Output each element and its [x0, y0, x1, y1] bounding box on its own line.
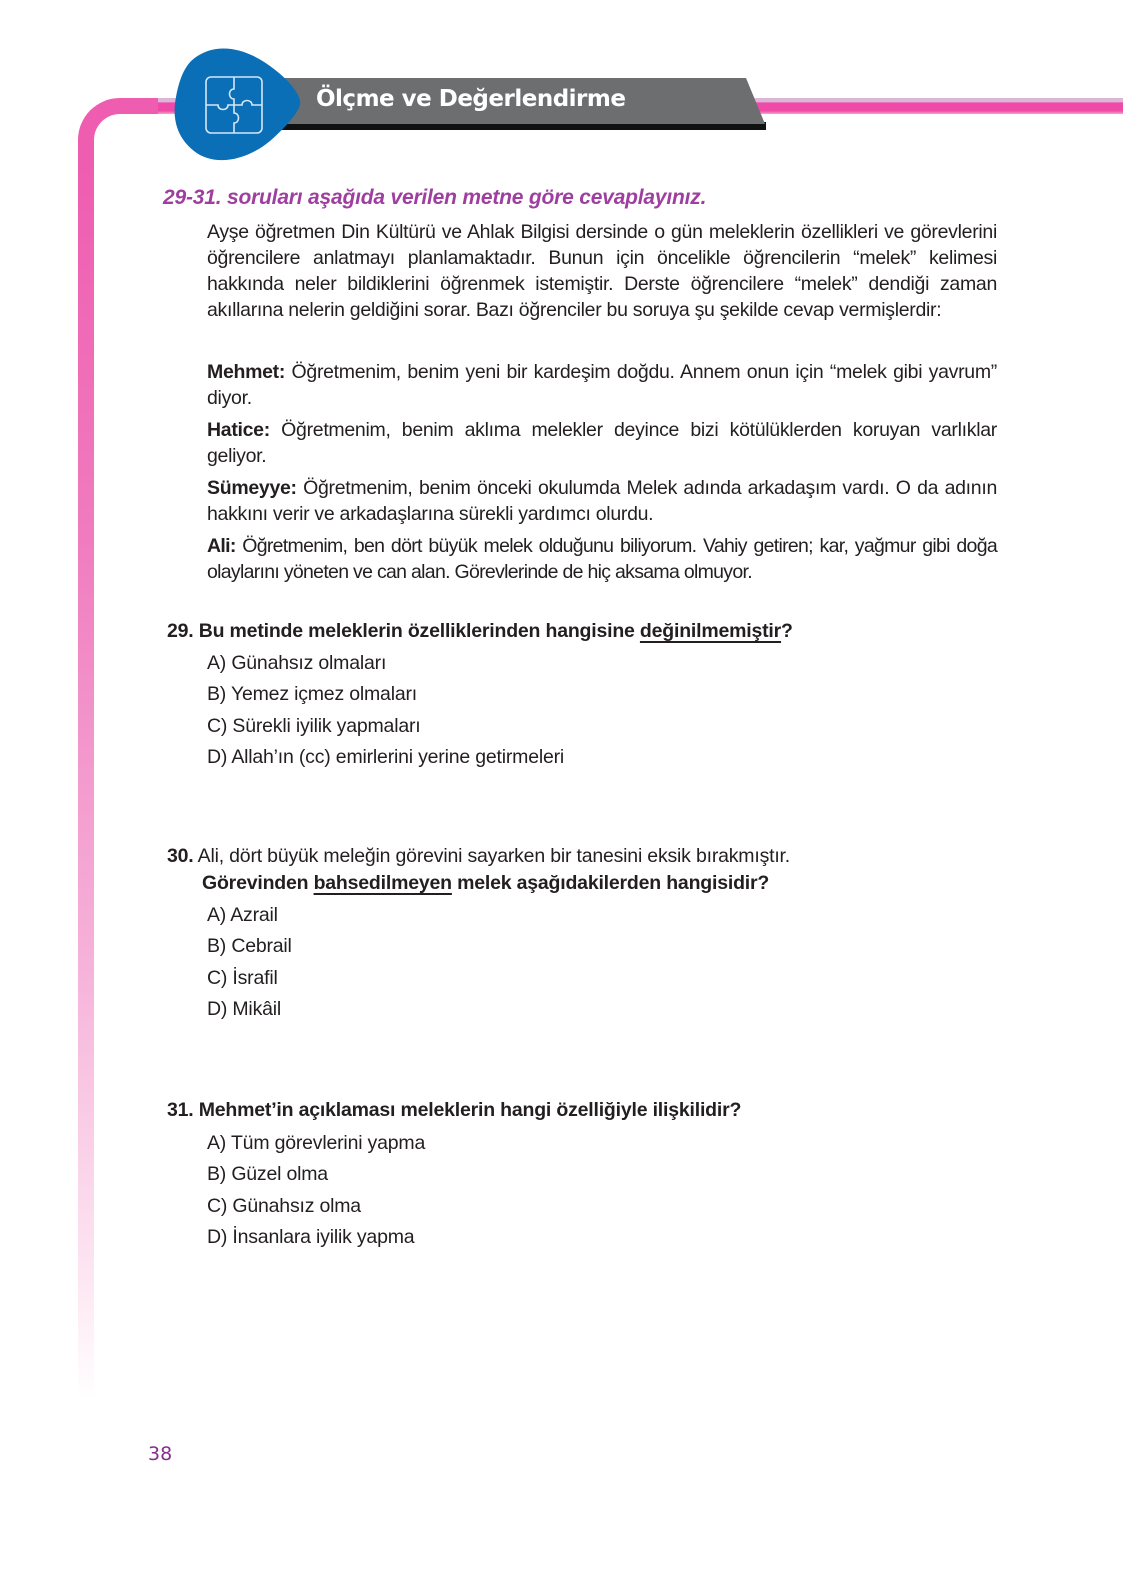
puzzle-icon [204, 75, 264, 135]
speaker-text: Öğretmenim, benim aklıma melekler deyince bizi kötülüklerden koruyan varlıklar geliyor. [207, 419, 997, 467]
frame-left-stripe [78, 170, 94, 1400]
instructions-heading: 29-31. soruları aşağıda verilen metne göre cevaplayınız. [163, 186, 707, 209]
q29-option-a[interactable]: A) Günahsız olmaları [207, 652, 387, 674]
speaker-name: Hatice: [207, 419, 270, 441]
stem-text: melek aşağıdakilerden hangisidir? [451, 872, 770, 894]
response-mehmet [207, 359, 997, 411]
question-number: 29. [167, 620, 194, 642]
stem-text: Ali, dört büyük meleğin görevini sayarken bir tanesini eksik bırakmıştır. [193, 845, 790, 867]
q31-option-c[interactable]: C) Günahsız olma [207, 1195, 361, 1217]
q31-option-a[interactable]: A) Tüm görevlerini yapma [207, 1132, 426, 1154]
question-29-stem [167, 620, 793, 643]
speaker-text: Öğretmenim, benim yeni bir kardeşim doğdu. Annem onun için “melek gibi yavrum” diyor. [207, 361, 997, 409]
question-31-stem [167, 1099, 741, 1122]
q29-option-d[interactable]: D) Allah’ın (cc) emirlerini yerine getirmeleri [207, 746, 565, 768]
stem-emphasis: bahsedilmeyen [313, 872, 452, 894]
q29-option-c[interactable]: C) Sürekli iyilik yapmaları [207, 715, 421, 737]
stem-text: Bu metinde meleklerin özelliklerinden hangisine [193, 620, 640, 642]
stem-text: ? [781, 620, 793, 642]
frame-corner [78, 98, 158, 178]
stem-emphasis: değinilmemiştir [639, 620, 782, 642]
section-title: Ölçme ve Değerlendirme [316, 86, 626, 112]
speaker-text: Öğretmenim, ben dört büyük melek olduğunu biliyorum. Vahiy getiren; kar, yağmur gibi doğa olaylarını yöneten ve can alan. Görevlerinde de hiç aksama olmuyor. [207, 535, 997, 583]
q31-option-d[interactable]: D) İnsanlara iyilik yapma [207, 1226, 415, 1248]
page-number: 38 [148, 1443, 173, 1465]
speaker-text: Öğretmenim, benim önceki okulumda Melek adında arkadaşım vardı. O da adının hakkını verir ve arkadaşlarına sürekli yardımcı olurdu. [207, 477, 997, 525]
q31-option-b[interactable]: B) Güzel olma [207, 1163, 328, 1185]
response-ali [207, 533, 997, 585]
question-number: 30. [167, 845, 194, 867]
q30-option-d[interactable]: D) Mikâil [207, 998, 282, 1020]
stem-text: Görevinden [202, 872, 314, 894]
q30-option-b[interactable]: B) Cebrail [207, 935, 292, 957]
speaker-name: Sümeyye: [207, 477, 297, 499]
response-hatice [207, 417, 997, 469]
question-30-stem-line2 [202, 872, 769, 895]
q29-option-b[interactable]: B) Yemez içmez olmaları [207, 683, 417, 705]
speaker-name: Ali: [207, 535, 236, 557]
response-sumeyye [207, 475, 997, 527]
question-30-stem-line1 [167, 845, 790, 868]
q30-option-c[interactable]: C) İsrafil [207, 967, 278, 989]
q30-option-a[interactable]: A) Azrail [207, 904, 278, 926]
reading-passage: Ayşe öğretmen Din Kültürü ve Ahlak Bilgisi dersinde o gün meleklerin özellikleri ve görevlerini öğrencilere anlatmayı planlamaktadır. Bunun için öncelikle öğrencilerin “melek” kelimesi hakkında neler bildiklerini öğrenmek istemiştir. Derste öğrencilere “melek” dendiği zaman akıllarına nelerin geldiğini sorar. Bazı öğrenciler bu soruya şu şekilde cevap vermişlerdir: [207, 221, 997, 321]
speaker-name: Mehmet: [207, 361, 286, 383]
stem-text: Mehmet’in açıklaması meleklerin hangi özelliğiyle ilişkilidir? [193, 1099, 742, 1121]
question-number: 31. [167, 1099, 194, 1121]
